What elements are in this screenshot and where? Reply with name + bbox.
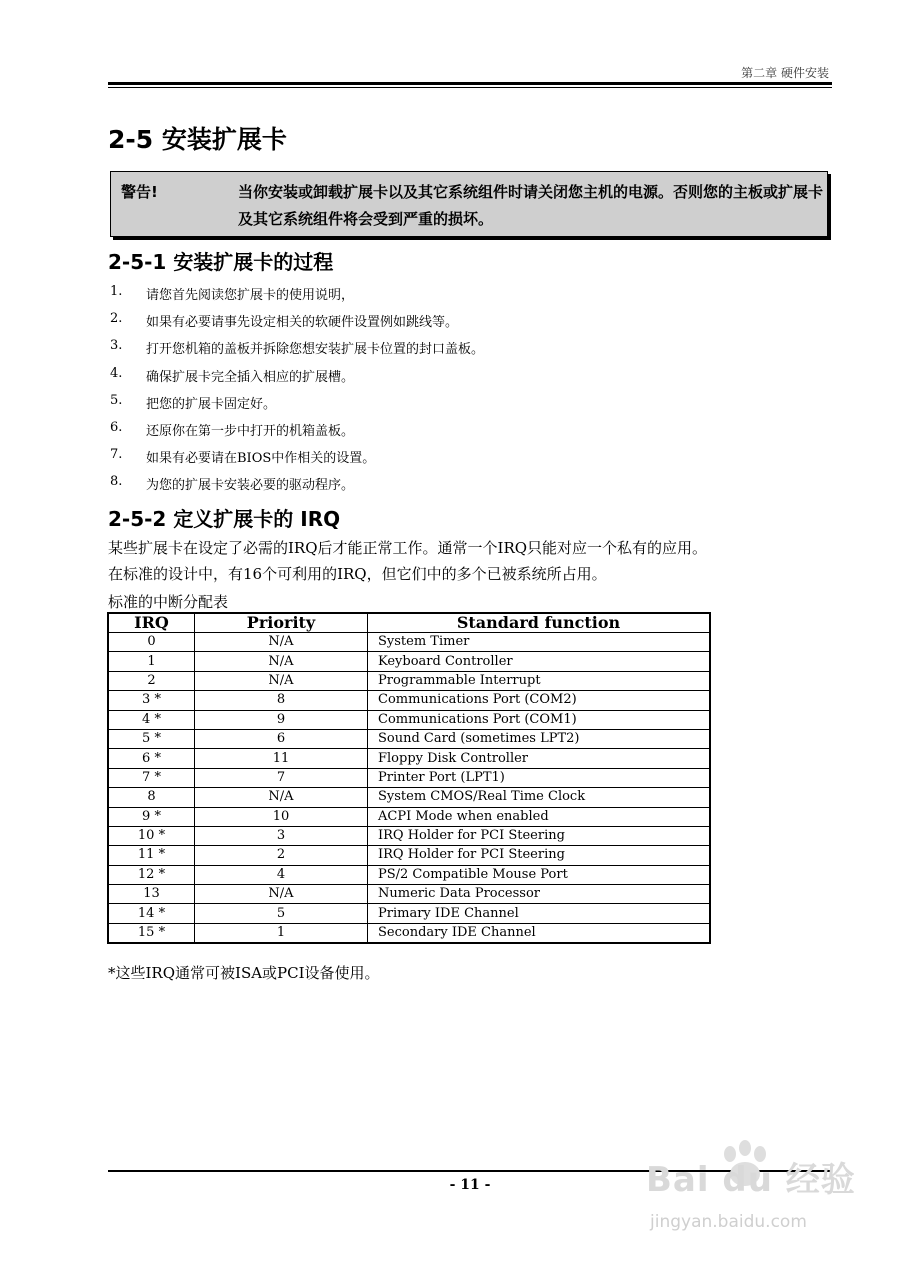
table-row: [108, 788, 710, 807]
irq-cell: 6 *: [108, 749, 195, 768]
irq-cell: 14 *: [108, 904, 195, 923]
section-title: 2-5 安装扩展卡: [108, 125, 287, 154]
step-text: 还原你在第一步中打开的机箱盖板。: [146, 423, 355, 439]
table-row: [108, 749, 710, 768]
function-cell: Printer Port (LPT1): [368, 768, 711, 787]
priority-cell: 10: [195, 807, 368, 826]
function-cell: PS/2 Compatible Mouse Port: [368, 865, 711, 884]
irq-cell: 13: [108, 885, 195, 904]
step-text: 打开您机箱的盖板并拆除您想安装扩展卡位置的封口盖板。: [146, 342, 485, 358]
table-row: [108, 846, 710, 865]
irq-cell: 1: [108, 652, 195, 671]
irq-cell: 9 *: [108, 807, 195, 826]
irq-cell: 5 *: [108, 729, 195, 748]
step-number: 3.: [110, 338, 123, 354]
table-row: [108, 710, 710, 729]
priority-cell: 3: [195, 826, 368, 845]
irq-cell: 15 *: [108, 923, 195, 943]
irq-cell: 2: [108, 671, 195, 690]
step-text: 把您的扩展卡固定好。: [146, 396, 277, 412]
function-cell: Numeric Data Processor: [368, 885, 711, 904]
priority-cell: 2: [195, 846, 368, 865]
irq-cell: 3 *: [108, 691, 195, 710]
irq-paragraph-1: 某些扩展卡在设定了必需的IRQ后才能正常工作。通常一个IRQ只能对应一个私有的应用。: [108, 539, 708, 557]
table-caption: 标准的中断分配表: [108, 593, 229, 611]
function-cell: Primary IDE Channel: [368, 904, 711, 923]
list-item: [110, 284, 484, 311]
priority-cell: 9: [195, 710, 368, 729]
table-header-row: [108, 613, 710, 633]
step-text: 确保扩展卡完全插入相应的扩展槽。: [146, 369, 355, 385]
watermark-logo: Bai du 经验: [646, 1160, 856, 1200]
priority-cell: 8: [195, 691, 368, 710]
table-row: [108, 885, 710, 904]
table-row: [108, 826, 710, 845]
priority-cell: 7: [195, 768, 368, 787]
step-number: 4.: [110, 365, 123, 381]
function-cell: Communications Port (COM1): [368, 710, 711, 729]
subsection-title-install: 2-5-1 安装扩展卡的过程: [108, 250, 334, 274]
install-steps-list: [110, 284, 484, 502]
table-row: [108, 652, 710, 671]
function-cell: Secondary IDE Channel: [368, 923, 711, 943]
column-header-priority: Priority: [195, 613, 368, 633]
list-item: [110, 338, 484, 365]
step-number: 1.: [110, 284, 123, 299]
list-item: [110, 420, 484, 447]
priority-cell: 6: [195, 729, 368, 748]
step-number: 8.: [110, 474, 123, 490]
function-cell: Communications Port (COM2): [368, 691, 711, 710]
function-cell: Programmable Interrupt: [368, 671, 711, 690]
irq-cell: 8: [108, 788, 195, 807]
function-cell: Sound Card (sometimes LPT2): [368, 729, 711, 748]
table-row: [108, 807, 710, 826]
priority-cell: 4: [195, 865, 368, 884]
function-cell: Keyboard Controller: [368, 652, 711, 671]
list-item: [110, 447, 484, 474]
table-row: [108, 923, 710, 943]
priority-cell: N/A: [195, 788, 368, 807]
step-text: 请您首先阅读您扩展卡的使用说明，: [146, 288, 355, 303]
priority-cell: 11: [195, 749, 368, 768]
table-row: [108, 671, 710, 690]
priority-cell: N/A: [195, 633, 368, 652]
warning-label: 警告!: [121, 183, 158, 201]
step-text: 为您的扩展卡安装必要的驱动程序。: [146, 478, 355, 494]
header-rule: [108, 82, 832, 88]
irq-cell: 12 *: [108, 865, 195, 884]
page-number: - 11 -: [449, 1177, 491, 1193]
priority-cell: N/A: [195, 652, 368, 671]
warning-box: [110, 171, 828, 237]
irq-cell: 10 *: [108, 826, 195, 845]
footnote: *这些IRQ通常可被ISA或PCI设备使用。: [108, 964, 380, 982]
priority-cell: N/A: [195, 671, 368, 690]
step-text: 如果有必要请事先设定相关的软硬件设置例如跳线等。: [146, 315, 459, 331]
priority-cell: 5: [195, 904, 368, 923]
function-cell: System CMOS/Real Time Clock: [368, 788, 711, 807]
irq-table: [107, 612, 711, 944]
chapter-header: 第二章 硬件安装: [741, 66, 829, 80]
function-cell: IRQ Holder for PCI Steering: [368, 826, 711, 845]
irq-paragraph-2: 在标准的设计中，有16个可利用的IRQ，但它们中的多个已被系统所占用。: [108, 565, 607, 583]
column-header-function: Standard function: [368, 613, 711, 633]
column-header-irq: IRQ: [108, 613, 195, 633]
step-number: 6.: [110, 419, 123, 435]
irq-cell: 11 *: [108, 846, 195, 865]
list-item: [110, 311, 484, 338]
table-row: [108, 691, 710, 710]
step-number: 7.: [110, 447, 123, 463]
table-row: [108, 729, 710, 748]
function-cell: Floppy Disk Controller: [368, 749, 711, 768]
warning-text: 当你安装或卸载扩展卡以及其它系统组件时请关闭您主机的电源。否则您的主板或扩展卡及其它系统组件将会受到严重的损坏。: [238, 183, 824, 228]
table-row: [108, 633, 710, 652]
table-row: [108, 865, 710, 884]
subsection-title-irq: 2-5-2 定义扩展卡的 IRQ: [108, 507, 341, 531]
irq-cell: 0: [108, 633, 195, 652]
step-number: 2.: [110, 311, 123, 327]
priority-cell: 1: [195, 923, 368, 943]
list-item: [110, 474, 484, 501]
table-row: [108, 768, 710, 787]
table-row: [108, 904, 710, 923]
function-cell: System Timer: [368, 633, 711, 652]
step-number: 5.: [110, 392, 123, 408]
irq-cell: 7 *: [108, 768, 195, 787]
step-text: 如果有必要请在BIOS中作相关的设置。: [146, 451, 376, 467]
function-cell: IRQ Holder for PCI Steering: [368, 846, 711, 865]
watermark-url: jingyan.baidu.com: [650, 1212, 807, 1232]
list-item: [110, 393, 484, 420]
priority-cell: N/A: [195, 885, 368, 904]
list-item: [110, 366, 484, 393]
irq-cell: 4 *: [108, 710, 195, 729]
irq-table-body: [108, 633, 710, 944]
function-cell: ACPI Mode when enabled: [368, 807, 711, 826]
